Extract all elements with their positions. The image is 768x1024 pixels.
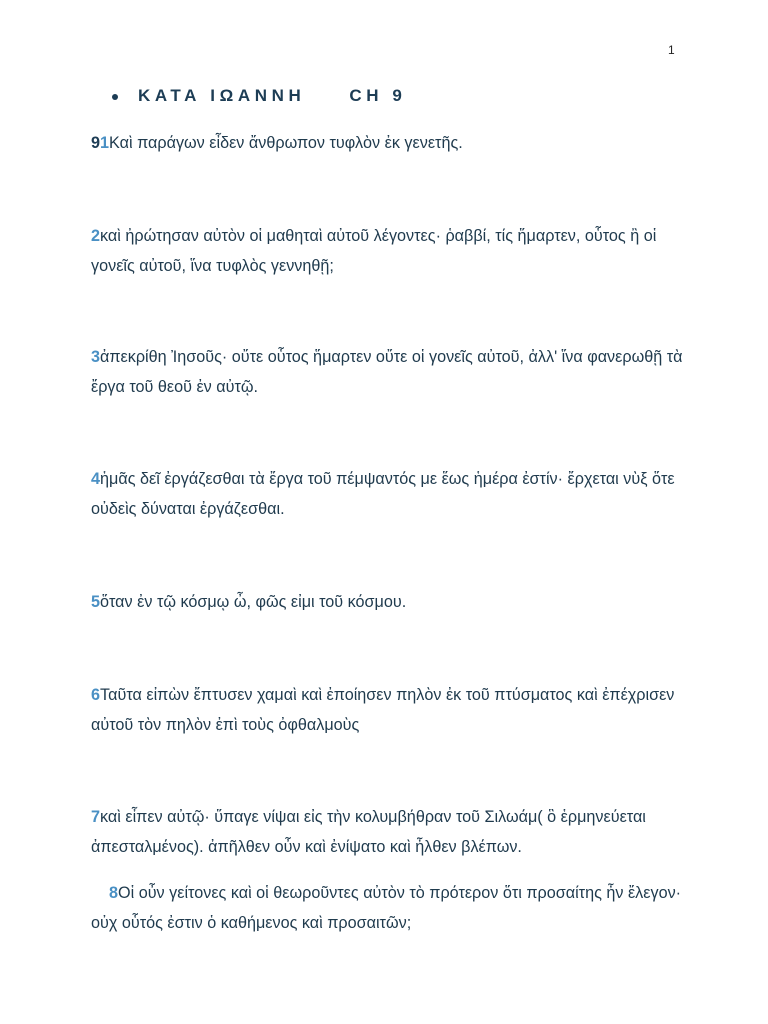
verse-1	[91, 128, 691, 158]
verse-3	[91, 342, 691, 402]
verse-2	[91, 221, 691, 281]
verse-number: 3	[91, 348, 101, 366]
verse-number: 4	[91, 470, 101, 488]
verse-5	[91, 587, 691, 617]
verse-text: καὶ εἶπεν αὐτῷ· ὕπαγε νίψαι εἰς τὴν κολυμβήθραν τοῦ Σιλωάμ( ὃ ἑρμηνεύεται ἀπεσταλμένος). ἀπῆλθεν οὖν καὶ ἐνίψατο καὶ ἦλθεν βλέπων.	[91, 808, 646, 856]
verse-8	[91, 878, 691, 938]
book-title: ΚΑΤΑ ΙΩΑΝΝΗ	[138, 86, 306, 105]
verse-text: ἡμᾶς δεῖ ἐργάζεσθαι τὰ ἔργα τοῦ πέμψαντός με ἕως ἡμέρα ἐστίν· ἔρχεται νὺξ ὅτε οὐδεὶς δύναται ἐργάζεσθαι.	[91, 470, 675, 518]
verse-number: 5	[91, 593, 101, 611]
verse-text: Οἱ οὖν γείτονες καὶ οἱ θεωροῦντες αὐτὸν τὸ πρότερον ὅτι προσαίτης ἦν ἔλεγον· οὐχ οὗτός ἐστιν ὁ καθήμενος καὶ προσαιτῶν;	[91, 884, 682, 932]
verse-number: 2	[91, 227, 101, 245]
chapter-number: 9	[91, 134, 101, 152]
verse-4	[91, 464, 691, 524]
verse-number: 7	[91, 808, 101, 826]
verse-number: 8	[109, 884, 119, 902]
verse-number: 6	[91, 686, 101, 704]
verse-text: Καὶ παράγων εἶδεν ἄνθρωπον τυφλὸν ἐκ γενετῆς.	[109, 134, 463, 152]
verse-number: 1	[100, 134, 110, 152]
page-number: 1	[668, 43, 675, 57]
verse-6	[91, 680, 691, 740]
chapter-label: CH 9	[349, 86, 407, 105]
verse-text: καὶ ἠρώτησαν αὐτὸν οἱ μαθηταὶ αὐτοῦ λέγοντες· ῥαββί, τίς ἥμαρτεν, οὗτος ἢ οἱ γονεῖς αὐτοῦ, ἵνα τυφλὸς γεννηθῇ;	[91, 227, 657, 275]
verse-text: ἀπεκρίθη Ἰησοῦς· οὔτε οὗτος ἥμαρτεν οὔτε οἱ γονεῖς αὐτοῦ, ἀλλ' ἵνα φανερωθῇ τὰ ἔργα τοῦ θεοῦ ἐν αὐτῷ.	[91, 348, 683, 396]
bullet-icon	[112, 94, 118, 100]
chapter-heading	[112, 86, 406, 106]
verse-text: Ταῦτα εἰπὼν ἔπτυσεν χαμαὶ καὶ ἐποίησεν πηλὸν ἐκ τοῦ πτύσματος καὶ ἐπέχρισεν αὐτοῦ τὸν πηλὸν ἐπὶ τοὺς ὀφθαλμοὺς	[91, 686, 675, 734]
verse-7	[91, 802, 691, 862]
verse-text: ὅταν ἐν τῷ κόσμῳ ὦ, φῶς εἰμι τοῦ κόσμου.	[100, 593, 407, 611]
